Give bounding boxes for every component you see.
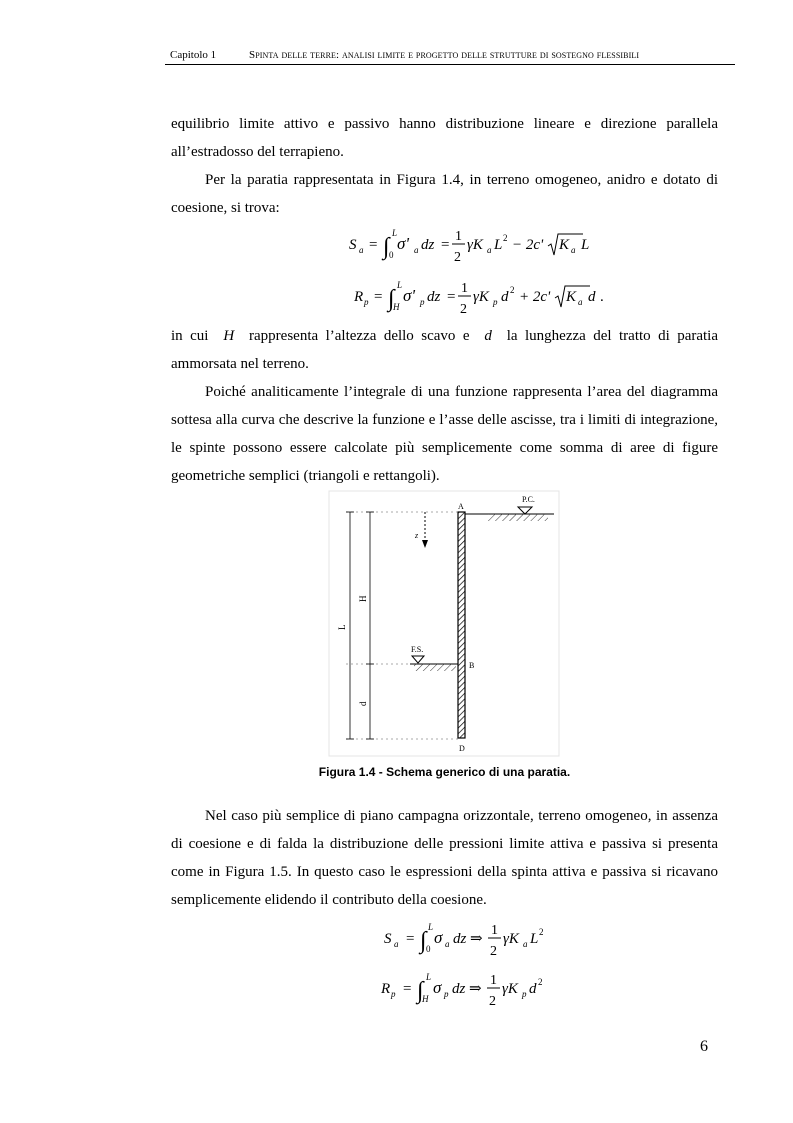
eq3-den: 2 bbox=[490, 944, 497, 959]
eq3-gk-sub: a bbox=[523, 939, 528, 949]
eq1-tail: L bbox=[581, 237, 590, 253]
eq2-lhs: R bbox=[354, 289, 364, 305]
eq1-term1: L bbox=[494, 237, 503, 253]
eq3-integrand-sub: a bbox=[445, 939, 450, 949]
eq3-upper: L bbox=[428, 922, 434, 932]
eq4-lhs-sub: p bbox=[391, 989, 396, 999]
figure-1-4 bbox=[328, 490, 560, 763]
eq3-lhs: S bbox=[384, 931, 392, 947]
eq1-integrand-sub: a bbox=[414, 245, 419, 255]
eq4-arrow: ⇒ bbox=[469, 981, 482, 997]
label-fs: F.S. bbox=[411, 645, 424, 654]
eq1-dz: dz bbox=[421, 237, 435, 253]
sheet-pile-wall bbox=[458, 512, 465, 738]
fs-triangle-icon bbox=[412, 656, 424, 663]
eq2-lower: H bbox=[393, 302, 400, 312]
eq3-arrow: ⇒ bbox=[470, 931, 483, 947]
eq4-integrand: σ bbox=[433, 978, 442, 997]
eq3-num: 1 bbox=[491, 923, 498, 938]
equation-active-thrust-cohesionless bbox=[380, 918, 580, 964]
label-h: H bbox=[358, 595, 368, 602]
p3-mid: rappresenta l’altezza dello scavo e bbox=[249, 328, 470, 344]
paragraph-1: equilibrio limite attivo e passivo hanno distribuzione lineare e direzione parallela all’estradosso del terrapieno. bbox=[171, 116, 718, 160]
eq1-gk-sub: a bbox=[487, 245, 492, 255]
paragraph-2: Per la paratia rappresentata in Figura 1.4, in terreno omogeneo, anidro e dotato di coesione, si trova: bbox=[171, 172, 718, 216]
page-number: 6 bbox=[700, 1038, 708, 1055]
label-a: A bbox=[458, 502, 464, 511]
eq4-upper: L bbox=[426, 972, 432, 982]
eq1-eq2: = bbox=[441, 237, 450, 253]
eq2-upper: L bbox=[397, 280, 403, 290]
paragraph-5: Nel caso più semplice di piano campagna orizzontale, terreno omogeneo, in assenza di coesione e di falda la distribuzione delle pressioni limite attiva e passiva si presenta come in Figura 1.5. In questo caso le espressioni della spinta attiva e passiva si ricavano semplicemente elidendo il contributo della coesione. bbox=[171, 808, 718, 908]
eq4-term1: d bbox=[529, 981, 537, 997]
eq2-eq2: = bbox=[447, 289, 456, 305]
eq1-minus: − 2c' bbox=[512, 237, 544, 253]
eq2-lhs-sub: p bbox=[364, 297, 369, 307]
eq1-gk: γK bbox=[467, 237, 483, 253]
eq2-gk: γK bbox=[473, 289, 489, 305]
eq4-dz: dz bbox=[452, 981, 466, 997]
ground-surface-hatch bbox=[488, 514, 548, 521]
eq1-upper: L bbox=[392, 228, 398, 238]
eq2-sqrt-k: K bbox=[566, 289, 577, 305]
label-d-point: D bbox=[459, 744, 465, 753]
label-pc: P.C. bbox=[522, 495, 535, 504]
eq1-integrand: σ' bbox=[397, 234, 410, 253]
eq3-term1: L bbox=[530, 931, 539, 947]
eq3-eq: = bbox=[406, 931, 415, 947]
eq4-num: 1 bbox=[490, 973, 497, 988]
eq4-eq: = bbox=[403, 981, 412, 997]
eq3-lhs-sub: a bbox=[394, 939, 399, 949]
eq2-sqrt-sub: a bbox=[578, 297, 583, 307]
eq2-term1-sup: 2 bbox=[510, 285, 515, 295]
eq1-lower: 0 bbox=[389, 250, 394, 260]
eq4-lower: H bbox=[422, 994, 429, 1004]
eq1-int: ∫ bbox=[383, 234, 390, 260]
z-arrow-icon bbox=[422, 540, 428, 548]
eq4-lhs: R bbox=[381, 981, 391, 997]
eq3-integrand: σ bbox=[434, 928, 443, 947]
eq3-gk: γK bbox=[503, 931, 519, 947]
eq2-dz: dz bbox=[427, 289, 441, 305]
equation-active-thrust-cohesive bbox=[345, 224, 605, 272]
eq4-gk: γK bbox=[502, 981, 518, 997]
eq4-integrand-sub: p bbox=[444, 989, 449, 999]
eq2-plus: + 2c' bbox=[519, 289, 551, 305]
eq2-int: ∫ bbox=[388, 286, 395, 312]
eq3-int: ∫ bbox=[420, 928, 427, 954]
equation-passive-thrust-cohesive bbox=[350, 276, 620, 324]
label-z: z bbox=[415, 531, 419, 540]
label-l: L bbox=[337, 624, 347, 630]
eq4-term1-sup: 2 bbox=[538, 977, 543, 987]
eq4-den: 2 bbox=[489, 994, 496, 1009]
eq1-lhs: S bbox=[349, 237, 357, 253]
eq1-term1-sup: 2 bbox=[503, 233, 508, 243]
eq2-gk-sub: p bbox=[493, 297, 498, 307]
eq4-gk-sub: p bbox=[522, 989, 527, 999]
eq2-integrand: σ' bbox=[403, 286, 416, 305]
eq2-num: 1 bbox=[461, 281, 468, 296]
paragraph-4: Poiché analiticamente l’integrale di una funzione rappresenta l’area del diagramma sottesa alla curva che descrive la funzione e l’asse delle ascisse, tra i limiti di integrazione, le spinte possono essere calcolate più semplicemente come somma di aree di figure geometriche semplici (triangoli e rettangoli). bbox=[171, 384, 718, 484]
pc-triangle-icon bbox=[518, 507, 532, 514]
eq3-dz: dz bbox=[453, 931, 467, 947]
eq3-term1-sup: 2 bbox=[539, 927, 544, 937]
figure-frame bbox=[329, 491, 559, 756]
eq2-tail: d bbox=[588, 289, 596, 305]
label-d: d bbox=[358, 701, 368, 706]
eq2-den: 2 bbox=[460, 302, 467, 317]
eq1-sqrt-sub: a bbox=[571, 245, 576, 255]
equation-passive-thrust-cohesionless bbox=[377, 968, 577, 1014]
eq2-term1: d bbox=[501, 289, 509, 305]
eq3-lower: 0 bbox=[426, 944, 431, 954]
eq1-lhs-sub: a bbox=[359, 245, 364, 255]
chapter-title: Spinta delle terre: analisi limite e progetto delle strutture di sostegno flessibili bbox=[249, 49, 640, 61]
paragraph-3 bbox=[171, 322, 718, 378]
p3-var-d: d bbox=[484, 328, 492, 344]
eq2-eq: = bbox=[374, 289, 383, 305]
excavation-bottom-hatch bbox=[414, 664, 456, 671]
sheet-pile-diagram bbox=[328, 490, 560, 758]
eq4-int: ∫ bbox=[417, 978, 424, 1004]
label-b: B bbox=[469, 661, 475, 670]
eq2-integrand-sub: p bbox=[420, 297, 425, 307]
eq1-eq: = bbox=[369, 237, 378, 253]
p3-var-h: H bbox=[223, 328, 235, 344]
running-header bbox=[165, 48, 735, 65]
figure-caption: Figura 1.4 - Schema generico di una paratia. bbox=[318, 765, 571, 779]
p3-before-h: in cui bbox=[171, 328, 209, 344]
eq2-period: . bbox=[600, 289, 604, 305]
eq1-sqrt-k: K bbox=[559, 237, 570, 253]
eq1-num: 1 bbox=[455, 229, 462, 244]
eq1-den: 2 bbox=[454, 250, 461, 265]
chapter-label: Capitolo 1 bbox=[170, 49, 217, 61]
p3-after: la lunghezza del tratto di paratia ammorsata nel terreno. bbox=[171, 328, 719, 372]
